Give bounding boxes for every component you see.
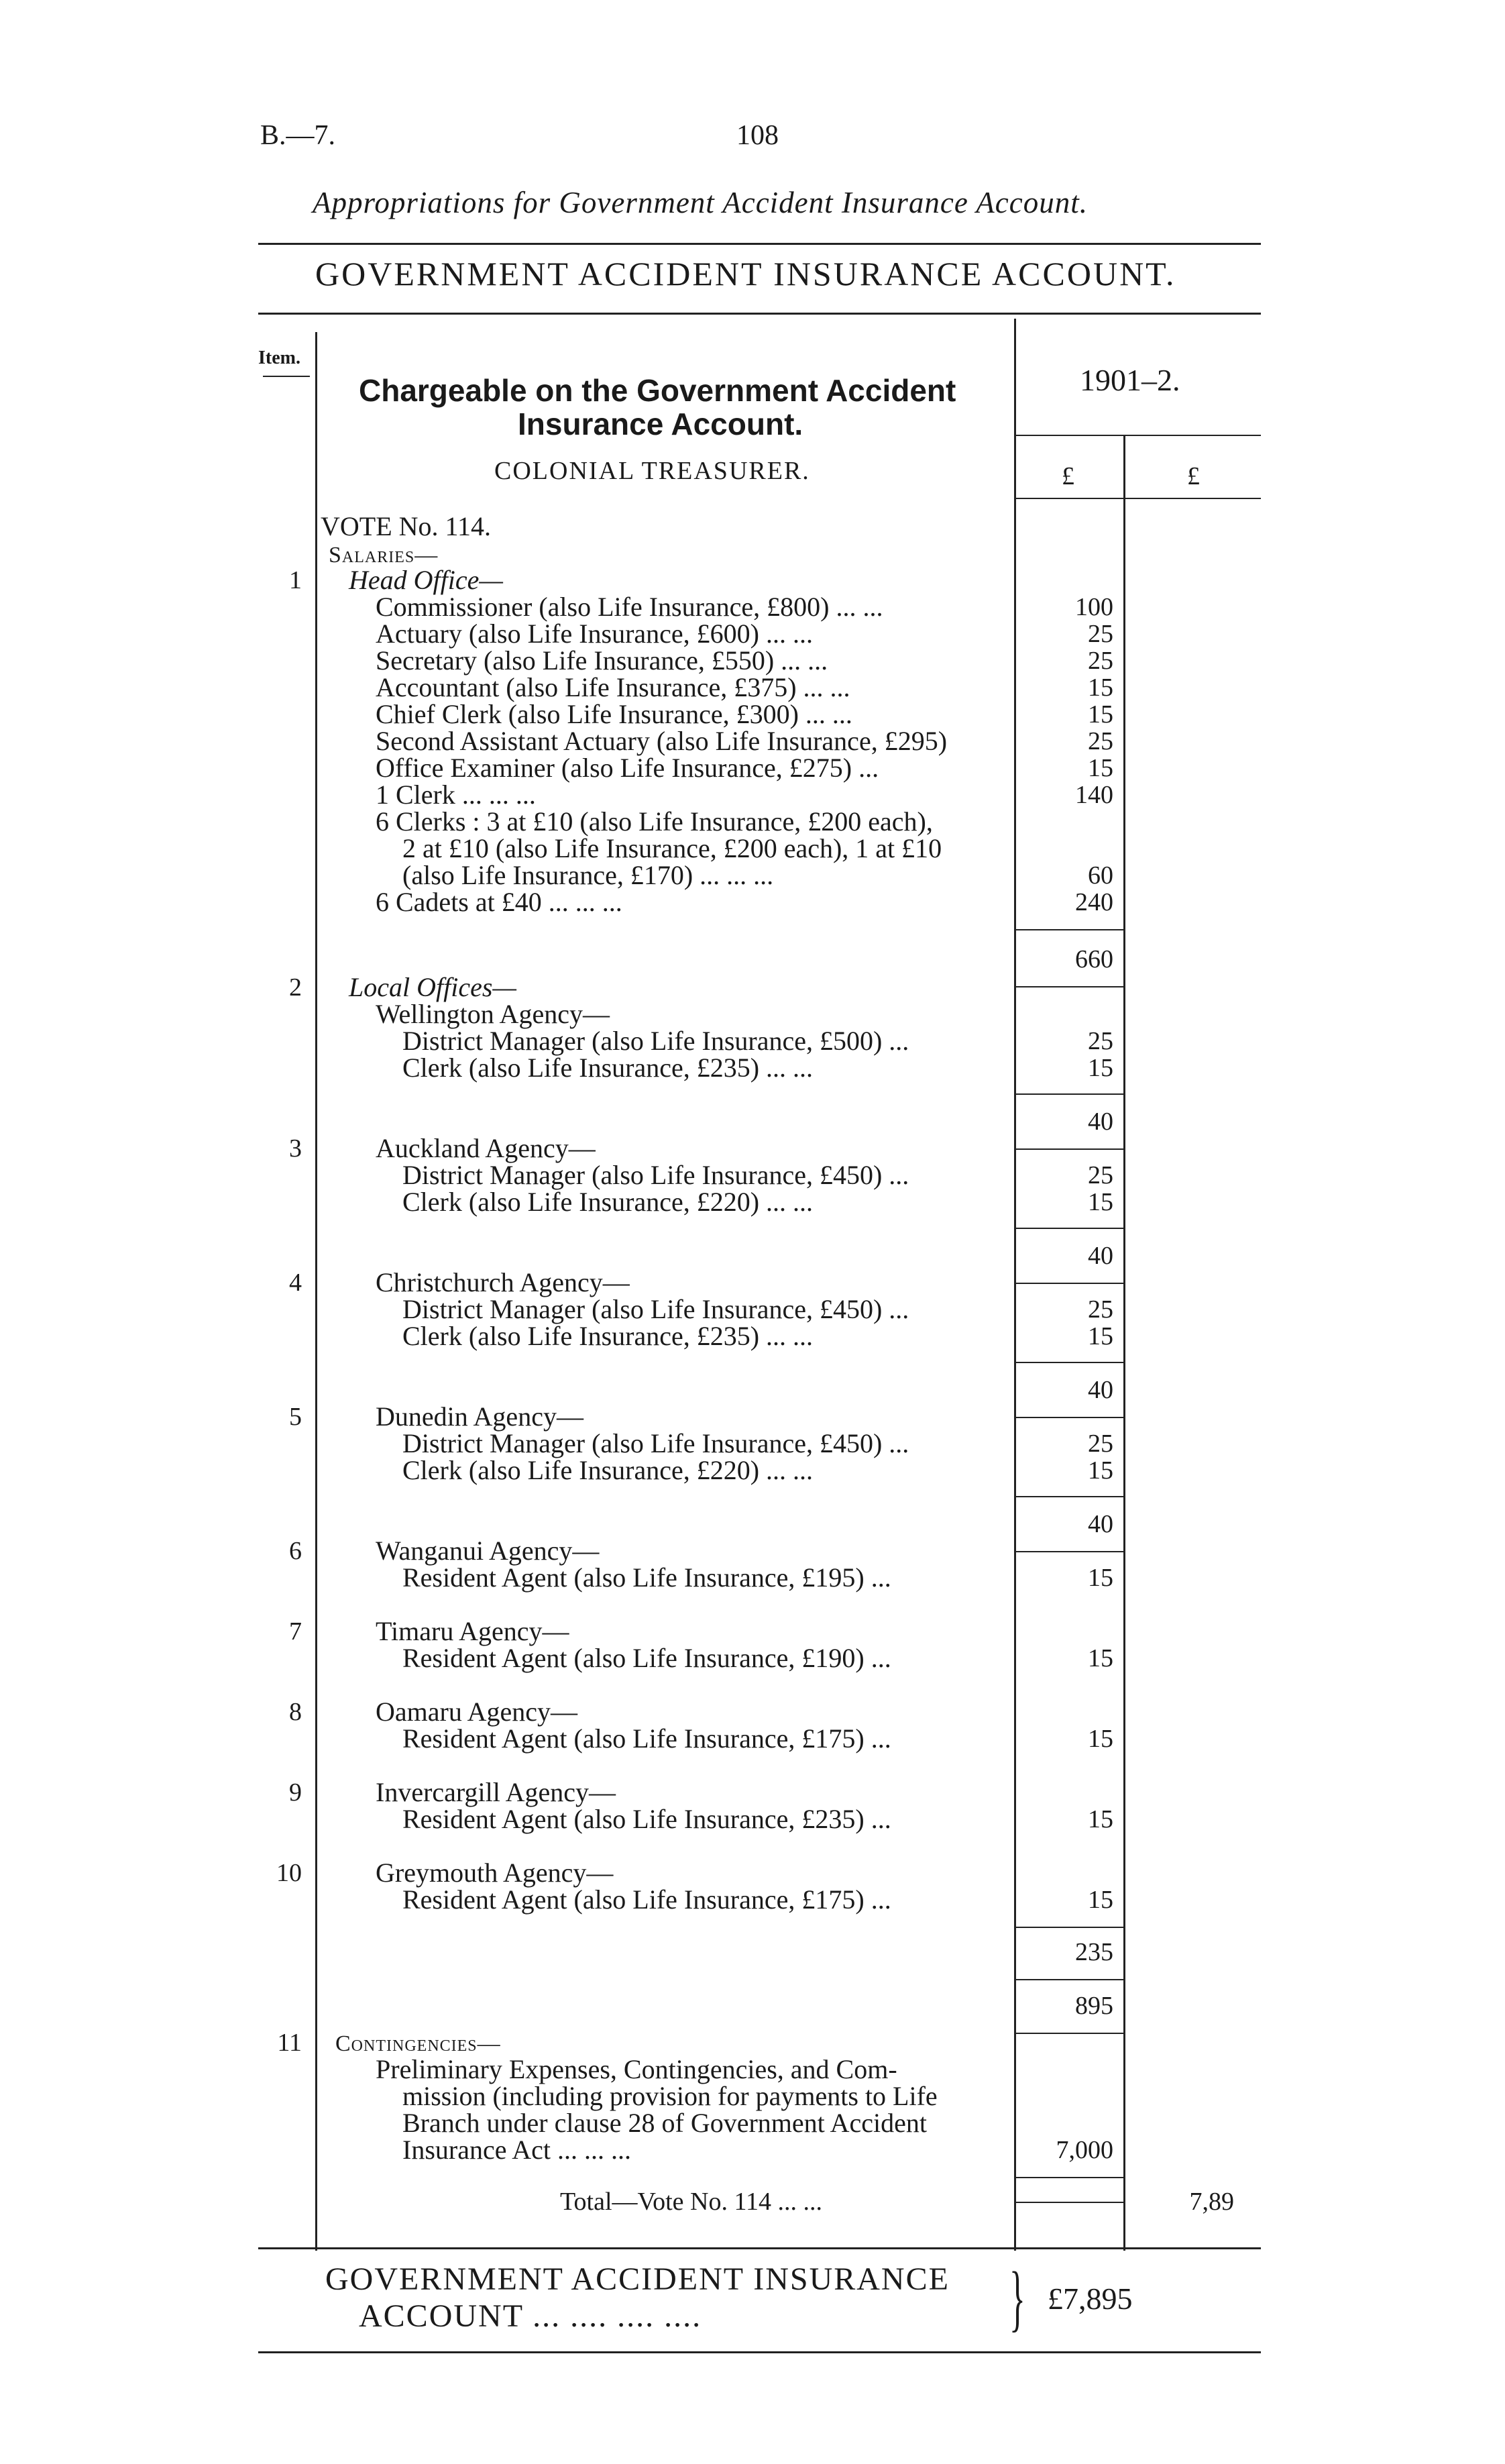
agency-line: Clerk (also Life Insurance, £235) ... ... (402, 1053, 814, 1083)
subtotal-rule (1016, 986, 1123, 987)
agency-amount: 15 (1088, 1644, 1113, 1672)
salary-line: Actuary (also Life Insurance, £600) ... ... (376, 619, 813, 649)
pound-column-1: £ (1062, 462, 1074, 490)
agency-amount: 15 (1088, 1886, 1113, 1914)
agency-amount: 25 (1088, 1295, 1113, 1324)
salary-amount: 140 (1075, 781, 1113, 809)
subtitle: Appropriations for Government Accident Insurance Account. (313, 186, 1088, 219)
agency-amount: 15 (1088, 1322, 1113, 1350)
agency-amount: 15 (1088, 1188, 1113, 1216)
agency-name: Christchurch Agency— (376, 1267, 630, 1297)
agency-line: District Manager (also Life Insurance, £500) ... (402, 1026, 909, 1056)
subtotal-rule (1016, 1283, 1123, 1284)
agency-line: Clerk (also Life Insurance, £235) ... ... (402, 1321, 814, 1351)
agency-subtotal: 40 (1088, 1242, 1113, 1270)
footer-rule-bottom (258, 2351, 1261, 2353)
salary-amount: 25 (1088, 647, 1113, 675)
chargeable-line-2: Insurance Account. (518, 407, 803, 441)
item-number: 1 (289, 566, 302, 594)
item-number: 6 (289, 1537, 302, 1565)
agency-name: Oamaru Agency— (376, 1697, 578, 1727)
subtotal-rule (1016, 1093, 1123, 1095)
salary-amount: 240 (1075, 888, 1113, 916)
agency-name: Wellington Agency— (376, 999, 610, 1029)
salary-line: 2 at £10 (also Life Insurance, £200 each), 1 at £10 (402, 833, 942, 863)
footer-rule-top (258, 2247, 1261, 2249)
total-dash-rule (1016, 2202, 1123, 2203)
agency-line: Clerk (also Life Insurance, £220) ... ... (402, 1455, 814, 1485)
title-rule-top (258, 243, 1261, 245)
salary-amount: 60 (1088, 861, 1113, 890)
salary-amount: 15 (1088, 674, 1113, 702)
item-column-rule (315, 332, 317, 2251)
local-offices-total: 895 (1075, 1992, 1113, 2020)
year-rule (1016, 435, 1261, 436)
footer-line-2: ACCOUNT ... .... .... .... (359, 2298, 702, 2334)
agency-name: Timaru Agency— (376, 1616, 569, 1646)
page-reference: B.—7. (260, 120, 336, 151)
agency-subtotal: 40 (1088, 1376, 1113, 1404)
contingencies-line: mission (including provision for payments to Life (402, 2081, 938, 2111)
salary-line: Accountant (also Life Insurance, £375) ... ... (376, 672, 850, 702)
salary-amount: 25 (1088, 727, 1113, 755)
amount-column-rule-left (1014, 319, 1016, 2251)
salary-line: Second Assistant Actuary (also Life Insurance, £295) (376, 726, 948, 756)
pound-rule (1016, 498, 1261, 499)
agency-amount: 25 (1088, 1430, 1113, 1458)
agency-line: District Manager (also Life Insurance, £450) ... (402, 1294, 909, 1324)
item-column-label: Item. (258, 347, 300, 368)
salary-line: 1 Clerk ... ... ... (376, 780, 536, 810)
subtotal-rule (1016, 929, 1123, 930)
agency-amount: 15 (1088, 1054, 1113, 1082)
footer-line-1: GOVERNMENT ACCIDENT INSURANCE (325, 2261, 950, 2297)
item-number: 5 (289, 1403, 302, 1431)
contingencies-amount: 7,000 (1056, 2136, 1113, 2164)
subtotal-rule (1016, 1551, 1123, 1552)
salary-amount: 15 (1088, 700, 1113, 729)
item-number: 9 (289, 1778, 302, 1807)
item-number: 10 (276, 1859, 302, 1887)
footer-amount: £7,895 (1048, 2282, 1133, 2316)
agency-amount: 25 (1088, 1027, 1113, 1055)
agency-line: District Manager (also Life Insurance, £450) ... (402, 1160, 909, 1190)
agency-name: Dunedin Agency— (376, 1401, 583, 1432)
subtotal-rule (1016, 1148, 1123, 1150)
salary-amount: 15 (1088, 754, 1113, 782)
agency-amount: 15 (1088, 1805, 1113, 1833)
total-vote-amount: 7,89 (1189, 2188, 1234, 2216)
department-heading: COLONIAL TREASURER. (494, 457, 810, 485)
agency-subtotal: 40 (1088, 1510, 1113, 1538)
salary-amount: 100 (1075, 593, 1113, 621)
item-number: 3 (289, 1134, 302, 1163)
amount-column-rule-middle (1123, 435, 1125, 2251)
agency-name: Auckland Agency— (376, 1133, 596, 1163)
item-label-rule (263, 376, 310, 377)
subtotal-rule (1016, 1362, 1123, 1363)
agency-name: Greymouth Agency— (376, 1858, 614, 1888)
agency-amount: 15 (1088, 1456, 1113, 1485)
subtotal-rule (1016, 1927, 1123, 1928)
agency-line: Resident Agent (also Life Insurance, £235) ... (402, 1804, 891, 1834)
salary-line: 6 Cadets at £40 ... ... ... (376, 887, 622, 917)
head-office-heading: Head Office— (349, 565, 503, 595)
agency-line: Clerk (also Life Insurance, £220) ... ... (402, 1187, 814, 1217)
pound-column-2: £ (1187, 462, 1200, 490)
agency-name: Invercargill Agency— (376, 1777, 616, 1807)
contingencies-heading: Contingencies— (335, 2031, 501, 2056)
item-number: 11 (277, 2029, 302, 2057)
total-rule (1016, 2177, 1123, 2178)
page-number: 108 (736, 120, 779, 151)
contingencies-line: Branch under clause 28 of Government Accident (402, 2108, 927, 2138)
subtotal-rule (1016, 1228, 1123, 1229)
chargeable-line-1: Chargeable on the Government Accident (359, 373, 956, 408)
subtotal-rule (1016, 1417, 1123, 1418)
salary-line: (also Life Insurance, £170) ... ... ... (402, 860, 774, 890)
agency-amount: 15 (1088, 1564, 1113, 1592)
vote-title: VOTE No. 114. (321, 511, 492, 541)
footer-brace: } (1009, 2257, 1025, 2339)
salary-line: Chief Clerk (also Life Insurance, £300) ... ... (376, 699, 852, 729)
small-agencies-total: 235 (1075, 1938, 1113, 1966)
contingencies-line: Preliminary Expenses, Contingencies, and Com- (376, 2054, 897, 2084)
year-header: 1901–2. (1080, 363, 1180, 397)
agency-line: Resident Agent (also Life Insurance, £190) ... (402, 1643, 891, 1673)
agency-subtotal: 40 (1088, 1108, 1113, 1136)
item-number: 4 (289, 1269, 302, 1297)
salary-line: Commissioner (also Life Insurance, £800) ... ... (376, 592, 883, 622)
agency-line: Resident Agent (also Life Insurance, £175) ... (402, 1884, 891, 1915)
head-office-total: 660 (1075, 945, 1113, 973)
title-rule-bottom (258, 313, 1261, 315)
main-title: GOVERNMENT ACCIDENT INSURANCE ACCOUNT. (315, 255, 1176, 292)
agency-line: Resident Agent (also Life Insurance, £195) ... (402, 1562, 891, 1593)
item-number: 7 (289, 1617, 302, 1646)
item-number: 2 (289, 973, 302, 1002)
item-number: 8 (289, 1698, 302, 1726)
salary-amount: 25 (1088, 620, 1113, 648)
agency-amount: 15 (1088, 1725, 1113, 1753)
contingencies-line: Insurance Act ... ... ... (402, 2135, 632, 2165)
subtotal-rule (1016, 2033, 1123, 2034)
salary-line: 6 Clerks : 3 at £10 (also Life Insurance, £200 each), (376, 806, 933, 837)
salary-line: Secretary (also Life Insurance, £550) ... ... (376, 645, 828, 676)
total-vote-label: Total—Vote No. 114 ... ... (560, 2188, 823, 2216)
salaries-heading: Salaries— (329, 543, 439, 568)
subtotal-rule (1016, 1979, 1123, 1980)
agency-line: Resident Agent (also Life Insurance, £175) ... (402, 1723, 891, 1754)
agency-name: Wanganui Agency— (376, 1536, 600, 1566)
agency-line: District Manager (also Life Insurance, £450) ... (402, 1428, 909, 1458)
subtotal-rule (1016, 1496, 1123, 1497)
agency-amount: 25 (1088, 1161, 1113, 1189)
salary-line: Office Examiner (also Life Insurance, £275) ... (376, 753, 879, 783)
local-offices-heading: Local Offices— (349, 972, 516, 1002)
